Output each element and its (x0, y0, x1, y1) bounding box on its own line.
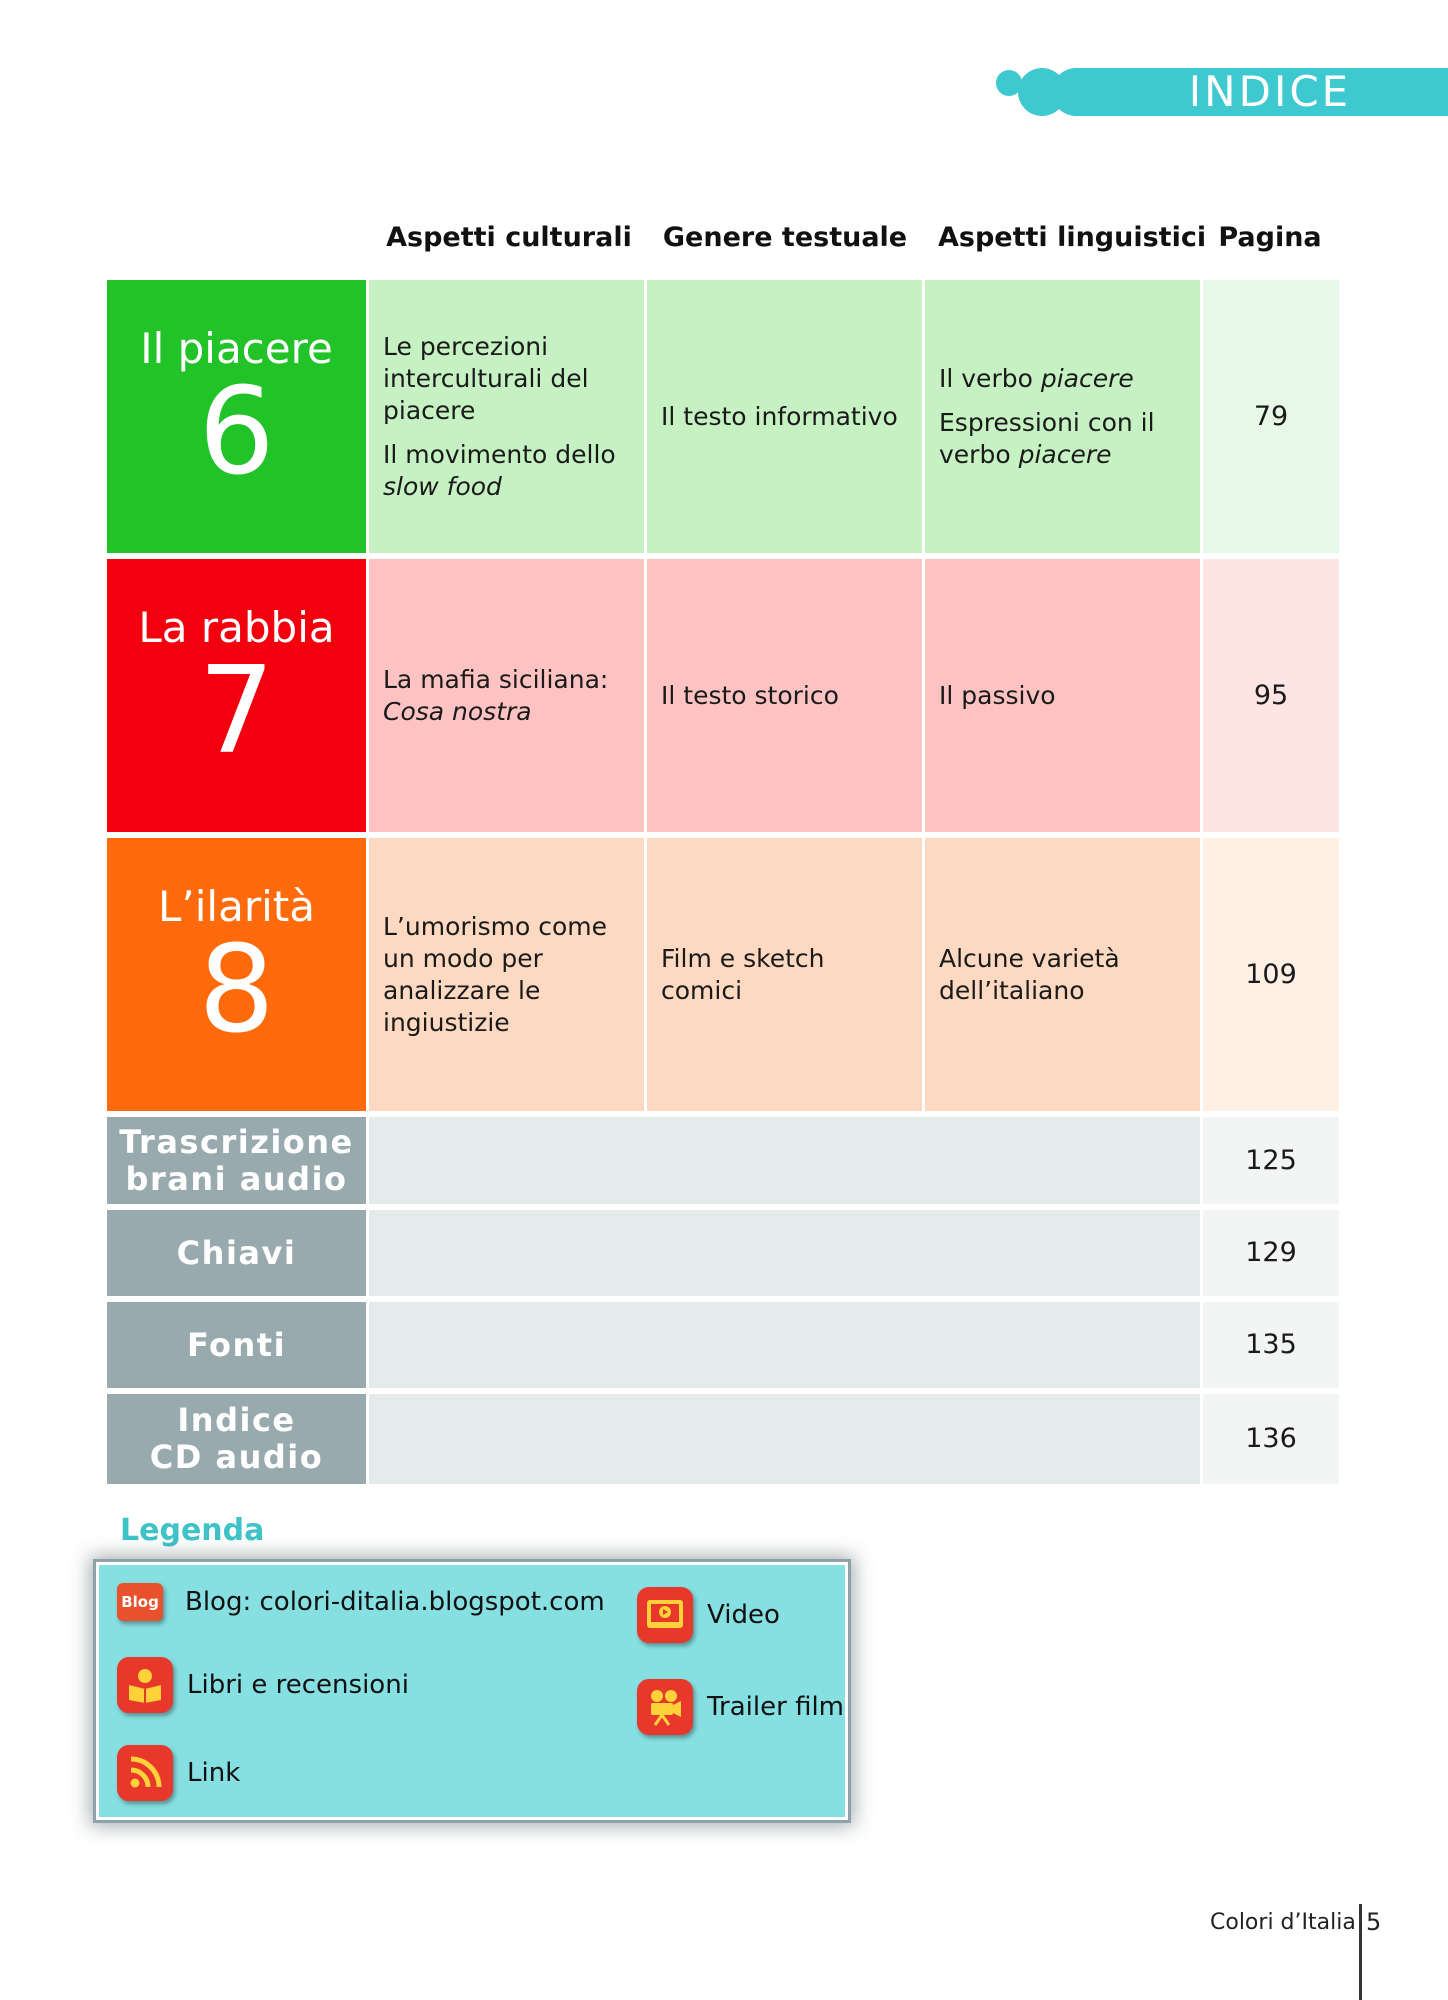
appendix-label: Chiavi (107, 1210, 369, 1296)
video-icon (637, 1587, 693, 1643)
book-reader-icon (117, 1657, 173, 1713)
blog-icon: Blog (117, 1583, 163, 1621)
unit-number: 8 (198, 920, 275, 1060)
genre-text: Il testo storico (661, 680, 839, 710)
linguistic-text: Il verbo (939, 363, 1041, 393)
linguistic-cell (925, 838, 1203, 1111)
unit-name: L’ilarità (158, 881, 315, 931)
linguistic-item (939, 363, 1186, 395)
unit-label-8 (107, 838, 369, 1111)
legend-title: Legenda (120, 1513, 265, 1548)
footer-book-title: Colori d’Italia (1210, 1910, 1356, 1935)
cultural-item (383, 664, 630, 728)
cultural-item: Le percezioni interculturali del piacere (383, 331, 589, 425)
legend-label-link: Link (187, 1758, 241, 1788)
genre-cell (647, 838, 925, 1111)
appendix-row-keys[interactable] (107, 1210, 1339, 1299)
linguistic-cell (925, 559, 1203, 832)
footer-page-number: 5 (1366, 1908, 1382, 1936)
page-number-cell[interactable]: 79 (1203, 280, 1339, 553)
cultural-text: La mafia siciliana: (383, 664, 609, 694)
footer-divider (1359, 1904, 1362, 2000)
cultural-item: L’umorismo come un modo per analizzare le ingiustizie (383, 911, 607, 1037)
appendix-label: Indice CD audio (107, 1394, 369, 1484)
page-number-cell[interactable]: 125 (1203, 1117, 1339, 1204)
legend-item-books[interactable] (117, 1657, 409, 1713)
legend-item-link[interactable] (117, 1745, 240, 1801)
appendix-empty-cell (369, 1117, 1203, 1204)
genre-cell (647, 280, 925, 553)
unit-number: 7 (198, 641, 275, 781)
movie-camera-icon (637, 1679, 693, 1735)
unit-row-6[interactable] (107, 280, 1339, 556)
appendix-label: Trascrizione brani audio (107, 1117, 369, 1204)
legend-label-trailer: Trailer film (707, 1692, 845, 1722)
page-title: INDICE (1188, 67, 1352, 116)
column-header-page: Pagina (1218, 222, 1322, 253)
genre-cell (647, 559, 925, 832)
linguistic-italic: piacere (1040, 363, 1134, 393)
page-number-cell[interactable]: 135 (1203, 1302, 1339, 1388)
cultural-cell (369, 280, 647, 553)
unit-label-6 (107, 280, 369, 553)
genre-text: Il testo informativo (661, 401, 898, 431)
page-number-cell[interactable]: 95 (1203, 559, 1339, 832)
legend-label-books: Libri e recensioni (187, 1670, 409, 1700)
unit-name: Il piacere (140, 323, 333, 373)
linguistic-italic: piacere (1018, 439, 1112, 469)
legend-item-trailer[interactable] (637, 1679, 844, 1735)
cultural-cell (369, 838, 647, 1111)
column-header-genre: Genere testuale (662, 222, 908, 253)
linguistic-item (939, 407, 1186, 471)
cultural-text: Il movimento dello (383, 439, 616, 469)
page-number-cell[interactable]: 129 (1203, 1210, 1339, 1296)
legend-label-video: Video (707, 1600, 780, 1630)
linguistic-item: Il passivo (939, 680, 1056, 710)
page-number-cell[interactable]: 136 (1203, 1394, 1339, 1484)
genre-text: Film e sketch comici (661, 943, 825, 1005)
unit-number: 6 (198, 362, 275, 502)
cultural-cell (369, 559, 647, 832)
linguistic-cell (925, 280, 1203, 553)
appendix-row-cd-index[interactable] (107, 1394, 1339, 1484)
appendix-row-sources[interactable] (107, 1302, 1339, 1391)
legend-item-video[interactable] (637, 1587, 780, 1643)
appendix-empty-cell (369, 1302, 1203, 1388)
appendix-empty-cell (369, 1210, 1203, 1296)
legend-item-blog[interactable] (117, 1583, 605, 1621)
unit-row-7[interactable] (107, 559, 1339, 835)
appendix-empty-cell (369, 1394, 1203, 1484)
page-number-cell[interactable]: 109 (1203, 838, 1339, 1111)
appendix-label: Fonti (107, 1302, 369, 1388)
cultural-item (383, 439, 630, 503)
unit-name: La rabbia (138, 602, 335, 652)
cultural-italic: slow food (383, 471, 502, 501)
appendix-row-transcription[interactable] (107, 1117, 1339, 1207)
column-header-linguistic: Aspetti linguistici (938, 222, 1207, 253)
legend-label-blog: Blog: colori-ditalia.blogspot.com (185, 1587, 605, 1617)
unit-row-8[interactable] (107, 838, 1339, 1114)
unit-label-7 (107, 559, 369, 832)
linguistic-text: Espressioni con il verbo (939, 407, 1155, 469)
cultural-italic: Cosa nostra (383, 696, 532, 726)
legend-box (96, 1562, 848, 1820)
column-header-cultural: Aspetti culturali (386, 222, 632, 253)
linguistic-item: Alcune varietà dell’italiano (939, 943, 1120, 1005)
rss-feed-icon (117, 1745, 173, 1801)
index-header-tab (996, 66, 1448, 118)
